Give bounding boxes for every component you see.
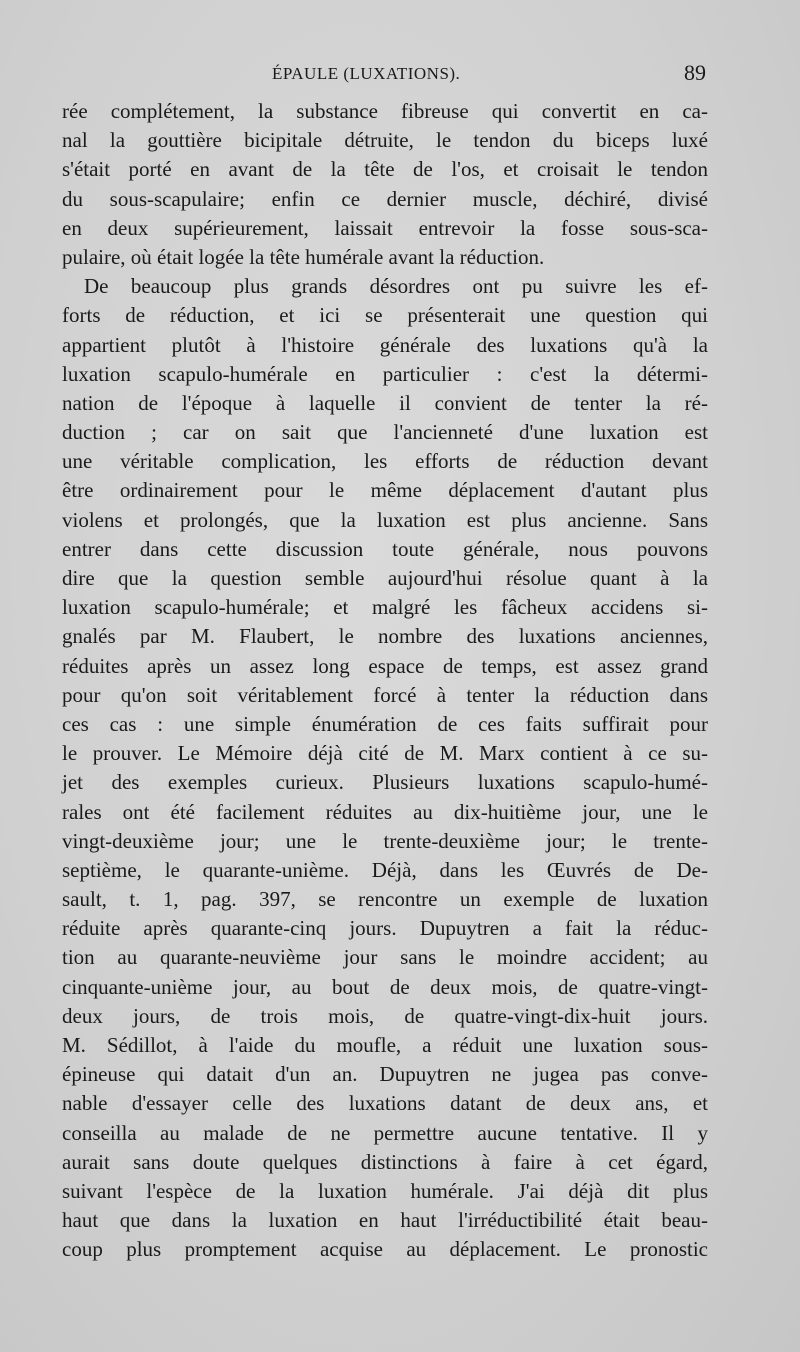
text-line: du sous-scapulaire; enfin ce dernier muscle, déchiré, divisé [62, 186, 708, 211]
text-line: sault, t. 1, pag. 397, se rencontre un exemple de luxation [62, 887, 708, 912]
text-line: deux jours, de trois mois, de quatre-vingt-dix-huit jours. [62, 1003, 708, 1028]
text-line: nal la gouttière bicipitale détruite, le tendon du biceps luxé [62, 128, 708, 153]
text-line: être ordinairement pour le même déplacement d'autant plus [62, 478, 708, 503]
text-line: dire que la question semble aujourd'hui résolue quant à la [62, 566, 708, 590]
text-line: rée complétement, la substance fibreuse qui convertit en ca- [62, 99, 708, 123]
text-line: nable d'essayer celle des luxations datant de deux ans, et [62, 1091, 708, 1116]
text-line: entrer dans cette discussion toute générale, nous pouvons [62, 536, 708, 561]
text-line: nation de l'époque à laquelle il convient de tenter la ré- [62, 390, 708, 415]
text-line: cinquante-unième jour, au bout de deux mois, de quatre-vingt- [62, 974, 708, 999]
text-line: jet des exemples curieux. Plusieurs luxations scapulo-humé- [62, 770, 708, 795]
text-line: coup plus promptement acquise au déplacement. Le pronostic [62, 1237, 708, 1262]
text-line: conseilla au malade de ne permettre aucune tentative. Il y [62, 1120, 708, 1145]
text-line: violens et prolongés, que la luxation est plus ancienne. Sans [62, 507, 708, 532]
text-line: vingt-deuxième jour; une le trente-deuxième jour; le trente- [62, 828, 708, 853]
text-line: le prouver. Le Mémoire déjà cité de M. Marx contient à ce su- [62, 741, 708, 766]
page-number: 89 [684, 60, 706, 85]
text-line: suivant l'espèce de la luxation humérale. J'ai déjà dit plus [62, 1178, 708, 1203]
body-text [62, 97, 708, 1265]
text-line: épineuse qui datait d'un an. Dupuytren ne jugea pas conve- [62, 1062, 708, 1087]
text-line: luxation scapulo-humérale; et malgré les fâcheux accidens si- [62, 595, 708, 620]
text-line: pulaire, où était logée la tête humérale avant la réduction. [62, 244, 545, 269]
text-line: M. Sédillot, à l'aide du moufle, a réduit une luxation sous- [62, 1033, 708, 1057]
text-line: une véritable complication, les efforts de réduction devant [62, 449, 708, 474]
text-line: luxation scapulo-humérale en particulier : c'est la détermi- [62, 361, 708, 386]
text-line: ces cas : une simple énumération de ces faits suffirait pour [62, 711, 708, 736]
text-line: forts de réduction, et ici se présenterait une question qui [62, 303, 708, 328]
text-line: septième, le quarante-unième. Déjà, dans les Œuvrés de De- [62, 857, 708, 882]
text-line: tion au quarante-neuvième jour sans le moindre accident; au [62, 945, 708, 970]
text-line: réduites après un assez long espace de temps, est assez grand [62, 653, 708, 678]
running-title: ÉPAULE (LUXATIONS). [272, 64, 461, 83]
page-header [62, 60, 708, 90]
text-line: duction ; car on sait que l'ancienneté d'une luxation est [62, 420, 708, 445]
text-line: pour qu'on soit véritablement forcé à tenter la réduction dans [62, 682, 708, 707]
text-line: appartient plutôt à l'histoire générale des luxations qu'à la [62, 332, 708, 357]
text-line: en deux supérieurement, laissait entrevoir la fosse sous-sca- [62, 215, 708, 240]
text-line: haut que dans la luxation en haut l'irréductibilité était beau- [62, 1208, 708, 1233]
text-line: gnalés par M. Flaubert, le nombre des luxations anciennes, [62, 624, 708, 649]
text-line: s'était porté en avant de la tête de l'os, et croisait le tendon [62, 157, 708, 182]
text-line: réduite après quarante-cinq jours. Dupuytren a fait la réduc- [62, 916, 708, 941]
text-line: De beaucoup plus grands désordres ont pu suivre les ef- [84, 274, 708, 299]
text-line: rales ont été facilement réduites au dix-huitième jour, une le [62, 799, 708, 824]
text-line: aurait sans doute quelques distinctions à faire à cet égard, [62, 1149, 708, 1174]
